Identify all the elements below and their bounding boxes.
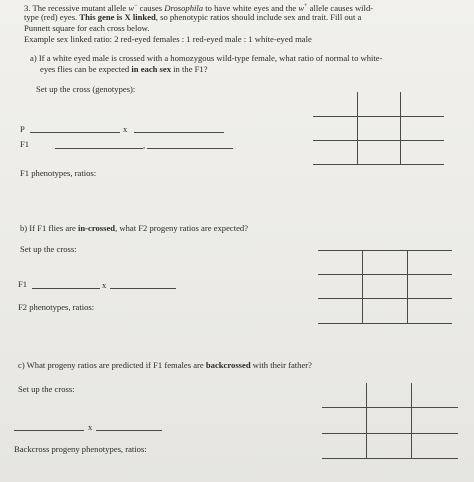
- question-line-3: Punnett square for each cross below.: [24, 23, 150, 33]
- part-c-cross-symbol: x: [88, 422, 93, 432]
- part-a-f1-label: F1: [20, 139, 30, 149]
- example-ratio: Example sex linked ratio: 2 red-eyed females : 1 red-eyed male : 1 white-eyed male: [24, 34, 312, 44]
- part-b-phenotypes-label: F2 phenotypes, ratios:: [18, 302, 95, 312]
- part-b-cross-symbol: x: [102, 280, 107, 290]
- part-c-female-blank[interactable]: [14, 430, 84, 431]
- part-b-male-blank[interactable]: [110, 288, 176, 289]
- part-c-male-blank[interactable]: [96, 430, 162, 431]
- part-a-p-female-blank[interactable]: [30, 132, 120, 133]
- part-a-f1-blank-2[interactable]: [147, 148, 233, 149]
- part-a-punnett-square[interactable]: [313, 92, 444, 164]
- part-b-punnett-square[interactable]: [318, 250, 452, 324]
- part-a-setup-label: Set up the cross (genotypes):: [36, 84, 136, 94]
- question-line-1: 3. The recessive mutant allele w− causes Drosophila to have white eyes and the w+ allele causes wild-: [24, 2, 374, 13]
- part-b-female-blank[interactable]: [32, 288, 100, 289]
- part-c-prompt: c) What progeny ratios are predicted if F1 females are backcrossed with their father?: [18, 360, 312, 370]
- part-a-prompt-line-2: eyes flies can be expected in each sex in the F1?: [40, 64, 208, 74]
- part-c-punnett-square[interactable]: [322, 383, 458, 459]
- part-a-p-male-blank[interactable]: [134, 132, 224, 133]
- question-line-2: type (red) eyes. This gene is X linked, so phenotypic ratios should include sex and trait. Fill out a: [24, 12, 362, 22]
- part-b-f1-label: F1: [18, 279, 28, 289]
- part-a-f1-blank-1[interactable]: [55, 148, 143, 149]
- part-c-phenotypes-label: Backcross progeny phenotypes, ratios:: [14, 444, 147, 454]
- part-c-setup-label: Set up the cross:: [18, 384, 75, 394]
- part-a-phenotypes-label: F1 phenotypes, ratios:: [20, 168, 97, 178]
- part-a-cross-symbol: x: [123, 124, 128, 134]
- part-b-setup-label: Set up the cross:: [20, 244, 77, 254]
- part-a-p-label: P: [20, 124, 25, 134]
- part-b-prompt: b) If F1 flies are in-crossed, what F2 progeny ratios are expected?: [20, 223, 249, 233]
- part-a-prompt-line-1: a) If a white eyed male is crossed with a homozygous wild-type female, what ratio of normal to white-: [30, 53, 383, 63]
- part-a-comma: ,: [143, 140, 146, 150]
